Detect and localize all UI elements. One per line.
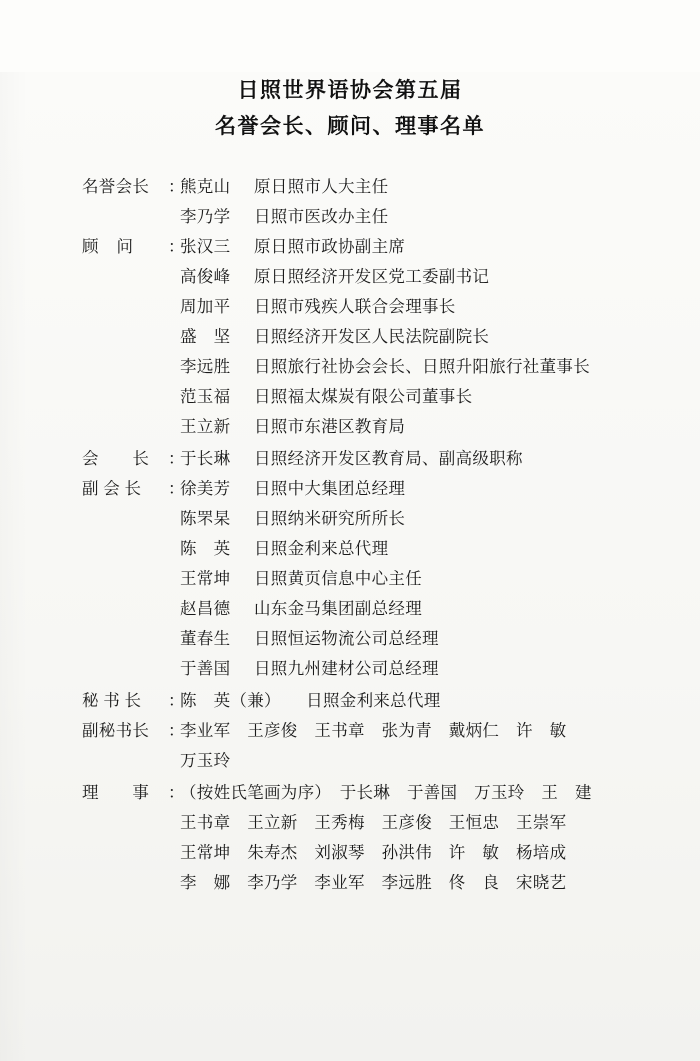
person-desc: 日照恒运物流公司总经理: [254, 629, 439, 648]
section-colon: ：: [168, 721, 185, 740]
entry-row: [82, 686, 660, 716]
directors-row: [82, 838, 660, 868]
person-name: 张汉三: [180, 237, 231, 256]
entry-row: [82, 352, 660, 382]
entry-row: [82, 444, 660, 474]
person-names: 万玉玲: [180, 751, 231, 770]
section-directors: [82, 778, 660, 898]
entry-row: [82, 778, 660, 808]
person-desc: 山东金马集团副总经理: [254, 599, 422, 618]
person-desc: 日照经济开发区教育局、副高级职称: [254, 449, 523, 468]
section-label: 副秘书长: [82, 721, 150, 740]
section-colon: ：: [168, 479, 185, 498]
entry-row: [82, 474, 660, 504]
section-label: 副 会 长: [82, 479, 142, 498]
person-desc: 日照中大集团总经理: [254, 479, 406, 498]
person-desc: 原日照市人大主任: [254, 177, 389, 196]
person-name: 于长琳: [180, 449, 231, 468]
person-name: 陈 英: [180, 539, 231, 558]
person-desc: 日照市东港区教育局: [254, 417, 406, 436]
entry-row: [82, 534, 660, 564]
entry-row: [82, 232, 660, 262]
person-name: 周加平: [180, 297, 231, 316]
section-label: 名誉会长: [82, 177, 150, 196]
person-desc: 日照九州建材公司总经理: [254, 659, 439, 678]
entry-row: [82, 624, 660, 654]
entry-row: [82, 412, 660, 442]
section-colon: ：: [168, 449, 185, 468]
title-line-1: 日照世界语协会第五届: [237, 78, 463, 102]
section-vice-presidents: [82, 474, 660, 684]
person-line: [180, 686, 660, 716]
person-name: 董春生: [180, 629, 231, 648]
person-name: 徐美芳: [180, 479, 231, 498]
directors-row: [82, 808, 660, 838]
person-desc: 日照金利来总代理: [306, 691, 441, 710]
section-colon: ：: [168, 177, 185, 196]
entry-row: [82, 564, 660, 594]
person-name: 李乃学: [180, 207, 231, 226]
person-desc: 日照金利来总代理: [254, 539, 389, 558]
directors-row: [82, 868, 660, 898]
section-label: 秘 书 长: [82, 691, 142, 710]
entry-row: [82, 292, 660, 322]
section-secretary-general: [82, 686, 660, 716]
directors-line: 李 娜 李乃学 李业军 李远胜 佟 良 宋晓艺: [180, 873, 567, 892]
person-desc: 日照经济开发区人民法院副院长: [254, 327, 490, 346]
section-label: 会 长: [82, 449, 150, 468]
indent-spacer: [82, 868, 180, 898]
section-colon: ：: [168, 783, 185, 802]
section-president: [82, 444, 660, 474]
section-label: 理 事: [82, 783, 150, 802]
indent-spacer: [82, 808, 180, 838]
person-desc: 日照黄页信息中心主任: [254, 569, 422, 588]
document-body: [0, 172, 700, 898]
directors-line: 王常坤 朱寿杰 刘淑琴 孙洪伟 许 敏 杨培成: [180, 843, 567, 862]
title-line-2: 名誉会长、顾问、理事名单: [215, 114, 485, 138]
person-name: 于善国: [180, 659, 231, 678]
entry-row: [82, 322, 660, 352]
person-desc: 日照旅行社协会会长、日照升阳旅行社董事长: [254, 357, 590, 376]
entry-row: [82, 172, 660, 202]
person-name: 熊克山: [180, 177, 231, 196]
indent-spacer: [82, 838, 180, 868]
directors-line: 王书章 王立新 王秀梅 王彦俊 王恒忠 王崇军: [180, 813, 567, 832]
person-name: 陈 英（兼）: [180, 691, 273, 710]
section-honorary-presidents: [82, 172, 660, 232]
entry-row: [82, 594, 660, 624]
person-desc: 日照福太煤炭有限公司董事长: [254, 387, 473, 406]
person-desc: 原日照市政协副主席: [254, 237, 406, 256]
entry-row: [82, 382, 660, 412]
person-name: 李远胜: [180, 357, 231, 376]
person-name: 王立新: [180, 417, 231, 436]
person-desc: 日照纳米研究所所长: [254, 509, 406, 528]
section-label: 顾 问: [82, 237, 134, 256]
section-colon: ：: [168, 691, 185, 710]
entry-row: [82, 504, 660, 534]
person-name: 王常坤: [180, 569, 231, 588]
person-name: 赵昌德: [180, 599, 231, 618]
document-title: [0, 72, 700, 144]
person-name: 高俊峰: [180, 267, 231, 286]
section-deputy-secretaries: [82, 716, 660, 776]
person-desc: 原日照经济开发区党工委副书记: [254, 267, 490, 286]
directors-lead-line: （按姓氏笔画为序） 于长琳 于善国 万玉玲 王 建: [180, 783, 592, 802]
person-names: 李业军 王彦俊 王书章 张为青 戴炳仁 许 敏: [180, 721, 567, 740]
person-name: 陈罘杲: [180, 509, 231, 528]
entry-row: [82, 716, 660, 746]
person-desc: 日照市残疾人联合会理事长: [254, 297, 456, 316]
person-name: 范玉福: [180, 387, 231, 406]
section-advisors: [82, 232, 660, 442]
entry-row: [82, 654, 660, 684]
entry-row: [82, 262, 660, 292]
document-page: [0, 72, 700, 1061]
person-desc: 日照市医改办主任: [254, 207, 389, 226]
entry-row: [82, 746, 660, 776]
section-colon: ：: [168, 237, 185, 256]
entry-row: [82, 202, 660, 232]
person-name: 盛 坚: [180, 327, 231, 346]
